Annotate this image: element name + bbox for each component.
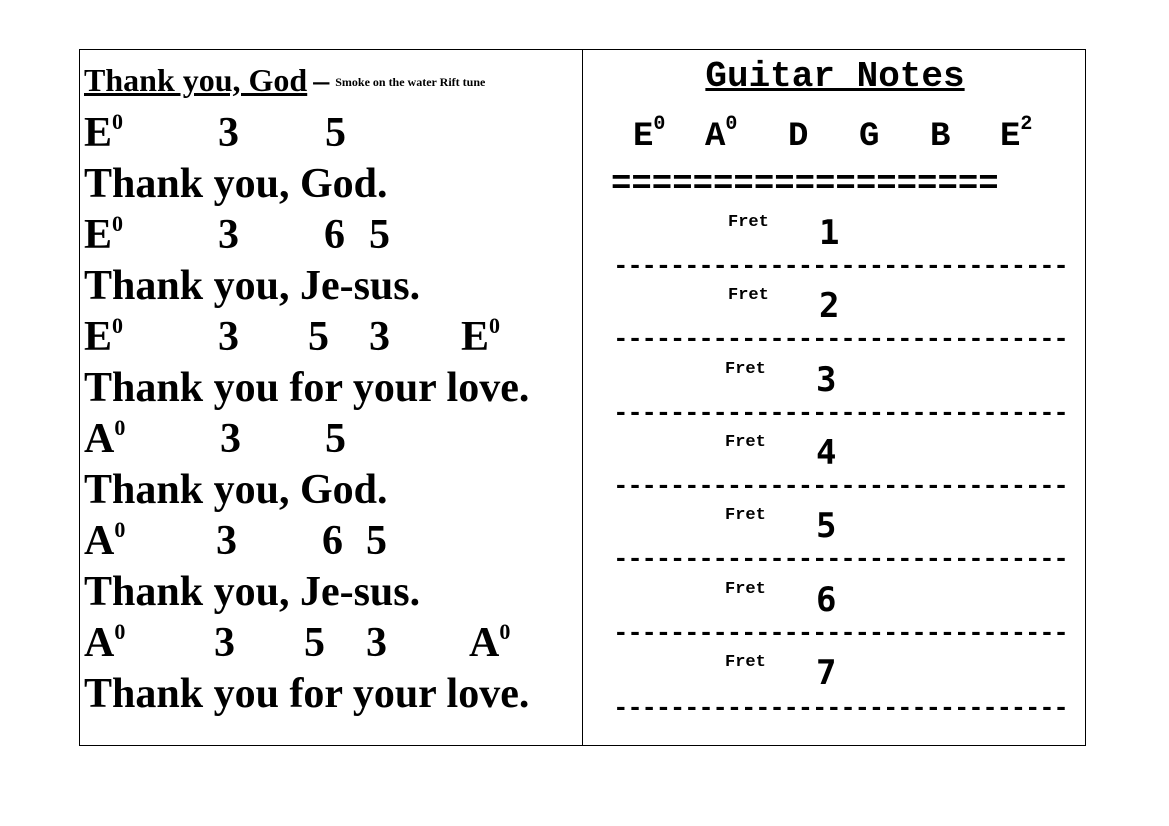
note: 3 <box>366 620 387 666</box>
note: 3 <box>218 110 239 156</box>
note-superscript: 0 <box>112 313 124 338</box>
note-superscript: 0 <box>114 415 126 440</box>
fret-number: 3 <box>816 359 837 400</box>
note: $A^0$ <box>84 517 126 564</box>
song-title-line <box>84 62 485 99</box>
fret-divider: -------------------------------- <box>613 470 1068 501</box>
note: $A^0$ <box>84 415 126 462</box>
lyric-text: Thank you for your love. <box>84 365 530 411</box>
lyric-text: Thank you, Je-sus. <box>84 569 421 615</box>
note-superscript: 0 <box>489 313 501 338</box>
note: $E^0$ <box>461 313 501 360</box>
fret-row <box>583 360 1087 433</box>
note: 5 <box>325 110 346 156</box>
fret-label: Fret <box>725 652 766 672</box>
note-superscript: 0 <box>112 211 124 236</box>
note: $E^0$ <box>84 211 124 258</box>
note-superscript: 0 <box>499 619 511 644</box>
fret-divider: -------------------------------- <box>613 324 1068 355</box>
note: $A^0$ <box>84 619 126 666</box>
fret-number: 4 <box>816 432 837 473</box>
note: 3 <box>214 620 235 666</box>
fret-label: Fret <box>725 579 766 599</box>
song-sheet <box>79 49 1086 746</box>
note: 3 <box>220 416 241 462</box>
fret-row <box>583 506 1087 579</box>
guitar-notes-column <box>583 50 1087 745</box>
fret-label: Fret <box>725 359 766 379</box>
string-name: G <box>859 118 880 156</box>
fret-label: Fret <box>725 432 766 452</box>
note: 5 <box>304 620 325 666</box>
fret-divider: -------------------------------- <box>613 544 1068 575</box>
string-name: $E^0$ <box>633 112 666 156</box>
separator-line: =================== <box>611 166 999 204</box>
note: 3 <box>218 314 239 360</box>
fret-number: 7 <box>816 652 837 693</box>
note-superscript: 0 <box>114 619 126 644</box>
note-superscript: 0 <box>114 517 126 542</box>
string-name: B <box>930 118 951 156</box>
note-superscript: 0 <box>112 109 124 134</box>
lyric-text: Thank you, God. <box>84 467 388 513</box>
fret-row <box>583 653 1087 726</box>
guitar-notes-title: Guitar Notes <box>705 56 965 97</box>
string-superscript: 2 <box>1020 112 1033 136</box>
lyric-text: Thank you, Je-sus. <box>84 263 421 309</box>
song-subtitle: Smoke on the water Rift tune <box>335 75 486 89</box>
note: 5 <box>366 518 387 564</box>
note: $A^0$ <box>469 619 511 666</box>
fret-label: Fret <box>728 286 769 306</box>
fret-divider: -------------------------------- <box>613 397 1068 428</box>
fret-label: Fret <box>725 506 766 526</box>
note: 6 <box>324 212 345 258</box>
note: 5 <box>369 212 390 258</box>
lyric-text: Thank you for your love. <box>84 671 530 717</box>
fret-divider: -------------------------------- <box>613 692 1068 723</box>
string-superscript: 0 <box>653 112 666 136</box>
string-name: $E^2$ <box>1000 112 1033 156</box>
song-title: Thank you, God <box>84 62 308 98</box>
fret-row <box>583 286 1087 359</box>
note: 3 <box>216 518 237 564</box>
string-name: $A^0$ <box>705 112 738 156</box>
string-names <box>583 112 1087 158</box>
note: $E^0$ <box>84 109 124 156</box>
note: 3 <box>369 314 390 360</box>
fret-number: 2 <box>819 286 840 327</box>
note: 5 <box>325 416 346 462</box>
fret-label: Fret <box>728 213 769 232</box>
lyric-text: Thank you, God. <box>84 161 388 207</box>
string-name: D <box>788 118 809 156</box>
title-dash: – <box>313 62 330 98</box>
note: $E^0$ <box>84 313 124 360</box>
fret-number: 6 <box>816 579 837 620</box>
note: 3 <box>218 212 239 258</box>
fret-row <box>583 433 1087 506</box>
lyrics-column <box>84 50 580 745</box>
fret-number: 1 <box>819 213 840 253</box>
fret-number: 5 <box>816 506 837 547</box>
fret-divider: -------------------------------- <box>613 617 1068 648</box>
fret-divider: -------------------------------- <box>613 251 1068 281</box>
note: 5 <box>308 314 329 360</box>
fret-row <box>583 213 1087 286</box>
fret-row <box>583 580 1087 653</box>
note: 6 <box>322 518 343 564</box>
string-superscript: 0 <box>725 112 738 136</box>
